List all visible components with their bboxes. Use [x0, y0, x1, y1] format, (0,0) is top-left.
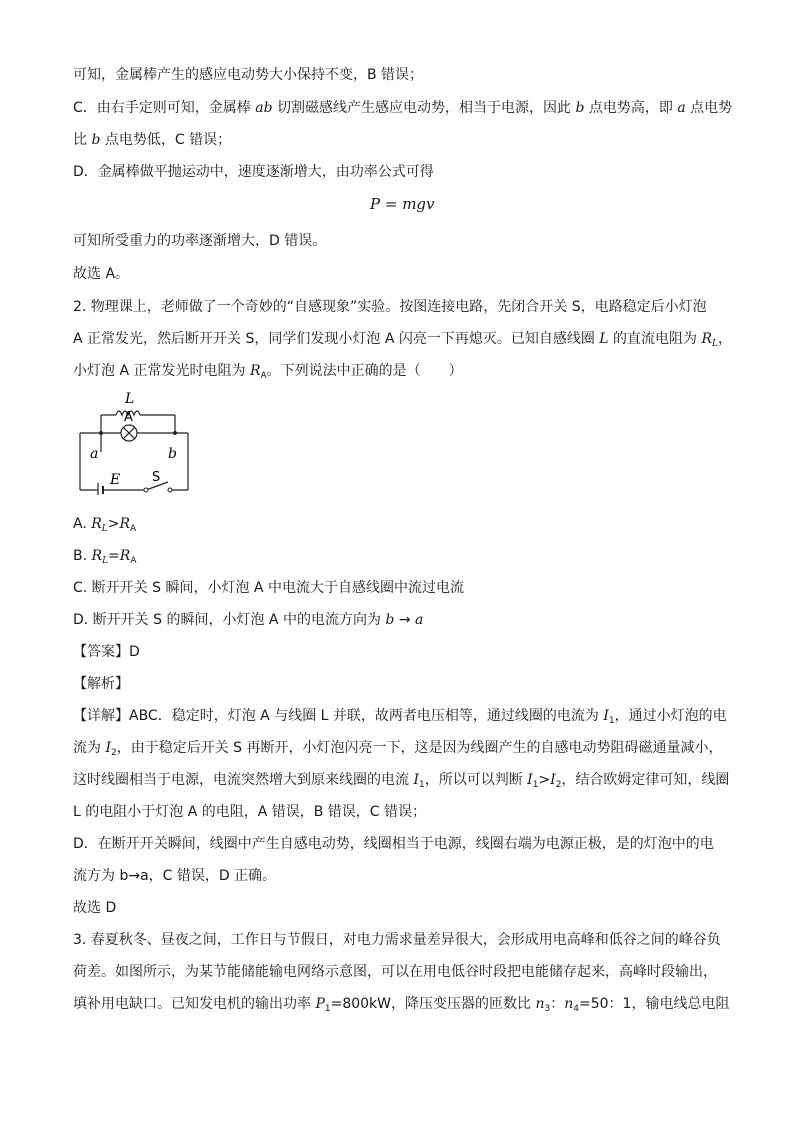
text-line: 这时线圈相当于电源，电流突然增大到原来线圈的电流 $I_1$，所以可以判断 $I_1>I_2$，结合欧姆定律可知，线圈: [73, 772, 730, 790]
label-E: E: [110, 472, 121, 488]
option-a: A. $R_L>R_A$: [73, 516, 137, 534]
text-line: D．在断开开关瞬间，线圈中产生自感电动势，线圈相当于电源，线圈右端为电源正极，是的灯泡中的电: [73, 836, 714, 852]
text-line: A 正常发光，然后断开开关 S，同学们发现小灯泡 A 闪亮一下再熄灭。已知自感线圈 L 的直流电阻为 $R_L$，: [73, 331, 733, 349]
option-b: B. $R_L=R_A$: [73, 548, 137, 566]
text-line: 流为 $I_2$，由于稳定后开关 S 再断开，小灯泡闪亮一下，这是因为线圈产生的自感电动势阻碍磁通量减小，: [73, 740, 723, 758]
text-line: L 的电阻小于灯泡 A 的电阻，A 错误，B 错误，C 错误；: [73, 804, 427, 820]
question-2: 2. 物理课上，老师做了一个奇妙的“自感现象”实验。按图连接电路，先闭合开关 S，电路稳定后小灯泡: [73, 299, 707, 315]
text-line: C．由右手定则可知，金属棒 ab 切割磁感线产生感应电动势，相当于电源，因此 b 点电势高，即 a 点电势: [73, 100, 733, 116]
text-line: 故选 A。: [73, 266, 130, 282]
label-A: A: [124, 410, 133, 425]
analysis-heading: 【解析】: [73, 676, 129, 692]
text-line: 故选 D: [73, 900, 117, 916]
label-b: b: [168, 446, 177, 462]
label-S: S: [152, 470, 161, 485]
lamp-icon: [121, 425, 137, 441]
label-a: a: [90, 446, 99, 462]
text-line: 小灯泡 A 正常发光时电阻为 $R_A$。下列说法中正确的是（ ）: [73, 363, 463, 381]
option-c: C. 断开开关 S 瞬间，小灯泡 A 中电流大于自感线圈中流过电流: [73, 580, 464, 596]
option-d: D. 断开开关 S 的瞬间，小灯泡 A 中的电流方向为 b → a: [73, 612, 424, 628]
circuit-diagram: [76, 390, 196, 495]
text-line: 比 b 点电势低，C 错误；: [73, 132, 232, 148]
text-line: 可知所受重力的功率逐渐增大，D 错误。: [73, 233, 327, 249]
text-line: 流方为 b→a，C 错误，D 正确。: [73, 868, 277, 884]
label-L: L: [125, 391, 135, 407]
answer: 【答案】D: [73, 644, 140, 660]
text-line: 【详解】ABC．稳定时，灯泡 A 与线圈 L 并联，故两者电压相等，通过线圈的电流为 $I_1$，通过小灯泡的电: [73, 708, 727, 726]
text-line: 荷差。如图所示，为某节能储能输电网络示意图，可以在用电低谷时段把电能储存起来，高峰时段输出，: [73, 964, 717, 980]
text-line: 填补用电缺口。已知发电机的输出功率 $P_1=800kW$，降压变压器的匝数比 $n_3$：$n_4=50$：1，输电线总电阻: [73, 996, 730, 1014]
question-3: 3. 春夏秋冬、昼夜之间，工作日与节假日，对电力需求量差异很大，会形成用电高峰和低谷之间的峰谷负: [73, 932, 721, 948]
text-line: D．金属棒做平抛运动中，速度逐渐增大，由功率公式可得: [73, 164, 434, 180]
formula: P = mgv: [370, 195, 435, 213]
text-line: 可知，金属棒产生的感应电动势大小保持不变，B 错误；: [73, 67, 424, 83]
